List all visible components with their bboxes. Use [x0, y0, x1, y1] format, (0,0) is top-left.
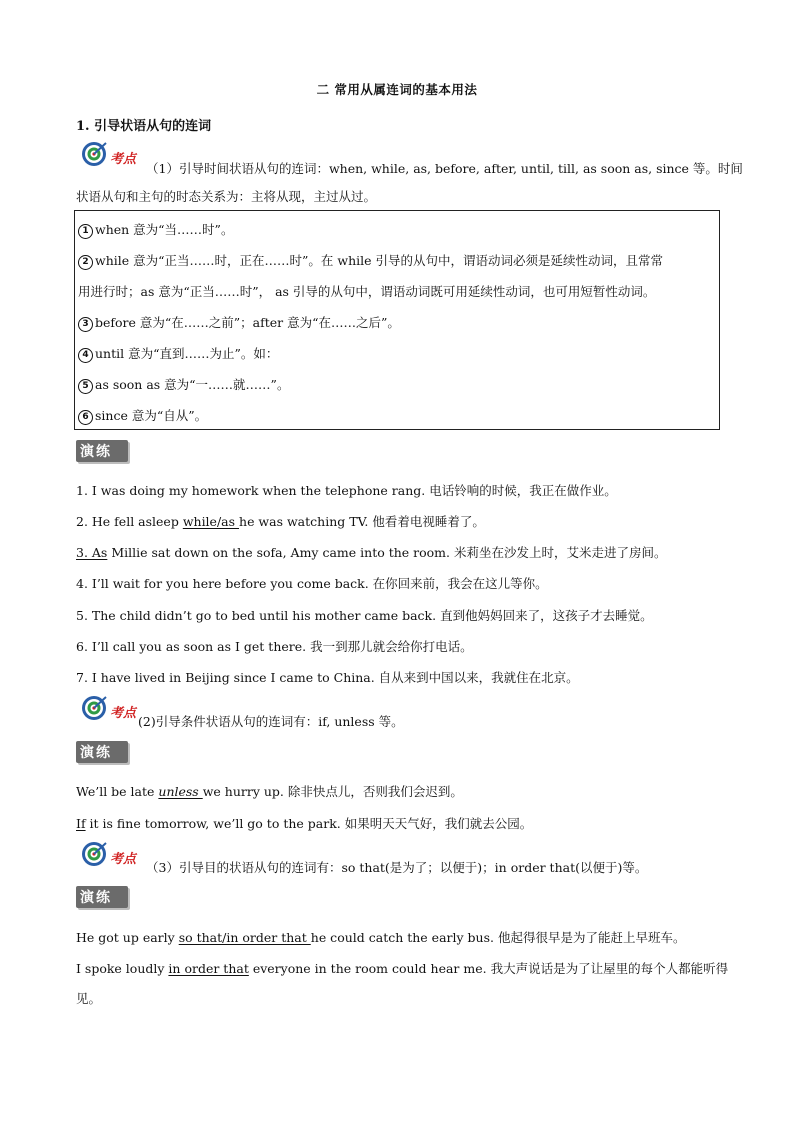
practice1-sentence-3: 3. As Millie sat down on the sofa, Amy came into the room. 米莉坐在沙发上时，艾米走进了房间。 — [76, 545, 667, 560]
practice1-sentence-6: 6. I’ll call you as soon as I get there. 我一到那儿就会给你打电话。 — [76, 639, 473, 654]
answer-blank: 3. As — [76, 545, 108, 560]
kaodian-label: 考点 — [110, 705, 137, 721]
rule-when: 1 when 意为“当……时”。 — [78, 220, 233, 239]
practice3-sentence-2: I spoke loudly in order that everyone in the room could hear me. 我大声说话是为了让屋里的每个人都能听得 — [76, 961, 729, 976]
rule-until: 4 until 意为“直到……为止”。如： — [78, 344, 278, 363]
kaodian-badge-2 — [80, 694, 136, 722]
rule-since: 6 since 意为“自从”。 — [78, 406, 207, 425]
number-circle: 1 — [78, 224, 93, 239]
practice3-sentence-2-cont: 见。 — [76, 991, 102, 1006]
practice-badge-3: 演练 — [76, 886, 128, 908]
kaodian-badge-3 — [80, 840, 136, 868]
practice1-sentence-4: 4. I’ll wait for you here before you come back. 在你回来前，我会在这儿等你。 — [76, 576, 548, 591]
practice2-sentence-1: We’ll be late unless we hurry up. 除非快点儿，否则我们会迟到。 — [76, 784, 463, 799]
answer-blank: so that/in order that — [178, 930, 311, 945]
answer-blank: unless — [158, 784, 203, 799]
practice-badge-1: 演练 — [76, 440, 128, 462]
rule-while-b: 用进行时；as 意为“正当……时”， as 引导的从句中，谓语动词既可用延续性动词，也可用短暂性动词。 — [78, 284, 656, 299]
kaodian1-line2: 状语从句和主句的时态关系为：主将从现，主过从过。 — [76, 189, 377, 204]
practice1-sentence-2: 2. He fell asleep while/as he was watching TV. 他看着电视睡着了。 — [76, 514, 485, 529]
practice-badge-2: 演练 — [76, 741, 128, 763]
number-circle: 5 — [78, 379, 93, 394]
practice3-sentence-1: He got up early so that/in order that he could catch the early bus. 他起得很早是为了能赶上早班车。 — [76, 930, 686, 945]
target-icon — [80, 840, 108, 868]
kaodian2-text: (2)引导条件状语从句的连词有：if, unless 等。 — [138, 714, 404, 729]
answer-blank: while/as — [182, 514, 240, 529]
kaodian-label: 考点 — [110, 851, 137, 867]
section-heading: 1. 引导状语从句的连词 — [76, 119, 212, 134]
kaodian-label: 考点 — [110, 151, 137, 167]
page-title: 二 常用从属连词的基本用法 — [316, 82, 478, 97]
rule-while-a: 2 while 意为“正当……时，正在……时”。在 while 引导的从句中，谓语动词必须是延续性动词，且常常 — [78, 251, 663, 270]
target-icon — [80, 694, 108, 722]
number-circle: 4 — [78, 348, 93, 363]
rule-before-after: 3 before 意为“在……之前”；after 意为“在……之后”。 — [78, 313, 400, 332]
practice1-sentence-1: 1. I was doing my homework when the telephone rang. 电话铃响的时候，我正在做作业。 — [76, 483, 617, 498]
kaodian-badge-1 — [80, 140, 136, 168]
practice1-sentence-5: 5. The child didn’t go to bed until his mother came back. 直到他妈妈回来了，这孩子才去睡觉。 — [76, 608, 653, 623]
number-circle: 3 — [78, 317, 93, 332]
kaodian3-text: （3）引导目的状语从句的连词有：so that(是为了；以便于)；in order that(以便于)等。 — [146, 860, 648, 875]
number-circle: 2 — [78, 255, 93, 270]
rule-as-soon-as: 5 as soon as 意为“一……就……”。 — [78, 375, 289, 394]
target-icon — [80, 140, 108, 168]
answer-blank: in order that — [168, 961, 249, 976]
kaodian1-line1: （1）引导时间状语从句的连词：when, while, as, before, after, until, till, as soon as, since 等。时间 — [146, 161, 743, 176]
answer-blank: If — [76, 816, 86, 831]
number-circle: 6 — [78, 410, 93, 425]
rules-box — [74, 210, 720, 430]
practice1-sentence-7: 7. I have lived in Beijing since I came to China. 自从来到中国以来，我就住在北京。 — [76, 670, 579, 685]
practice2-sentence-2: If it is fine tomorrow, we’ll go to the park. 如果明天天气好，我们就去公园。 — [76, 816, 533, 831]
